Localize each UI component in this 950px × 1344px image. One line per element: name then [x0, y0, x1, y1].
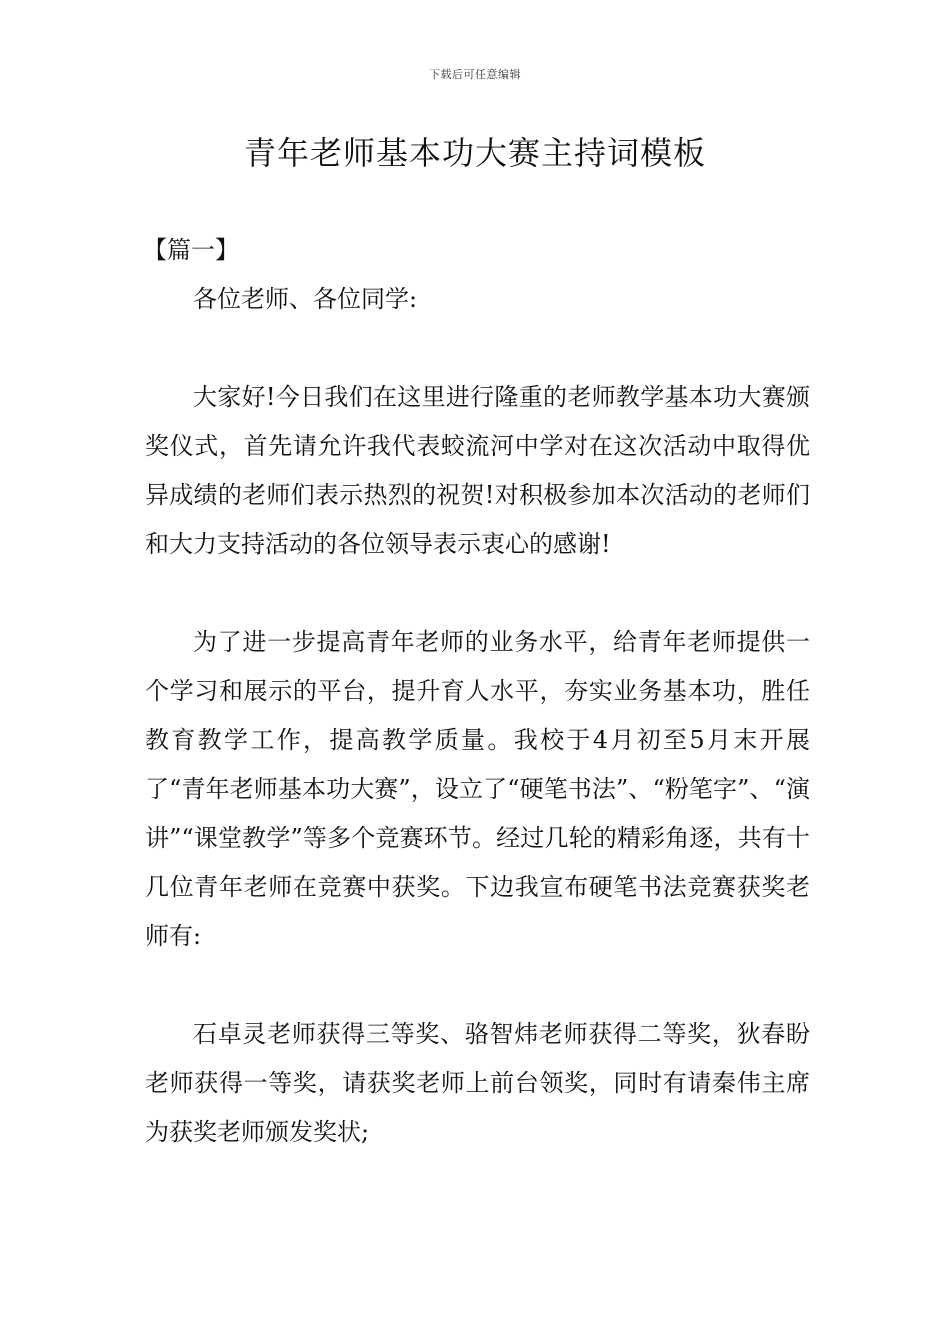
paragraph-opening: 大家好!今日我们在这里进行隆重的老师教学基本功大赛颁奖仪式，首先请允许我代表蛟流河中学对在这次活动中取得优异成绩的老师们表示热烈的祝贺!对积极参加本次活动的老师们和大力支持活动的各位领导表示衷心的感谢!: [145, 383, 810, 558]
greeting-paragraph: 各位老师、各位同学:: [193, 285, 418, 313]
paragraph-background: 为了进一步提高青年老师的业务水平，给青年老师提供一个学习和展示的平台，提升育人水平，夯实业务基本功，胜任教育教学工作，提高教学质量。我校于4月初至5月末开展了“青年老师基本功大赛”，设立了“硬笔书法”、“粉笔字”、“演讲”“课堂教学”等多个竞赛环节。经过几轮的精彩角逐，共有十几位青年老师在竞赛中获奖。下边我宣布硬笔书法竞赛获奖老师有:: [145, 628, 810, 950]
header-note: 下载后可任意编辑: [429, 68, 521, 81]
document-body: [145, 226, 810, 1157]
document-title: 青年老师基本功大赛主持词模板: [243, 134, 706, 172]
section-label: 【篇一】: [143, 236, 239, 264]
paragraph-awards: 石卓灵老师获得三等奖、骆智炜老师获得二等奖，狄春盼老师获得一等奖，请获奖老师上前台领奖，同时有请秦伟主席为获奖老师颁发奖状;: [145, 1020, 810, 1146]
